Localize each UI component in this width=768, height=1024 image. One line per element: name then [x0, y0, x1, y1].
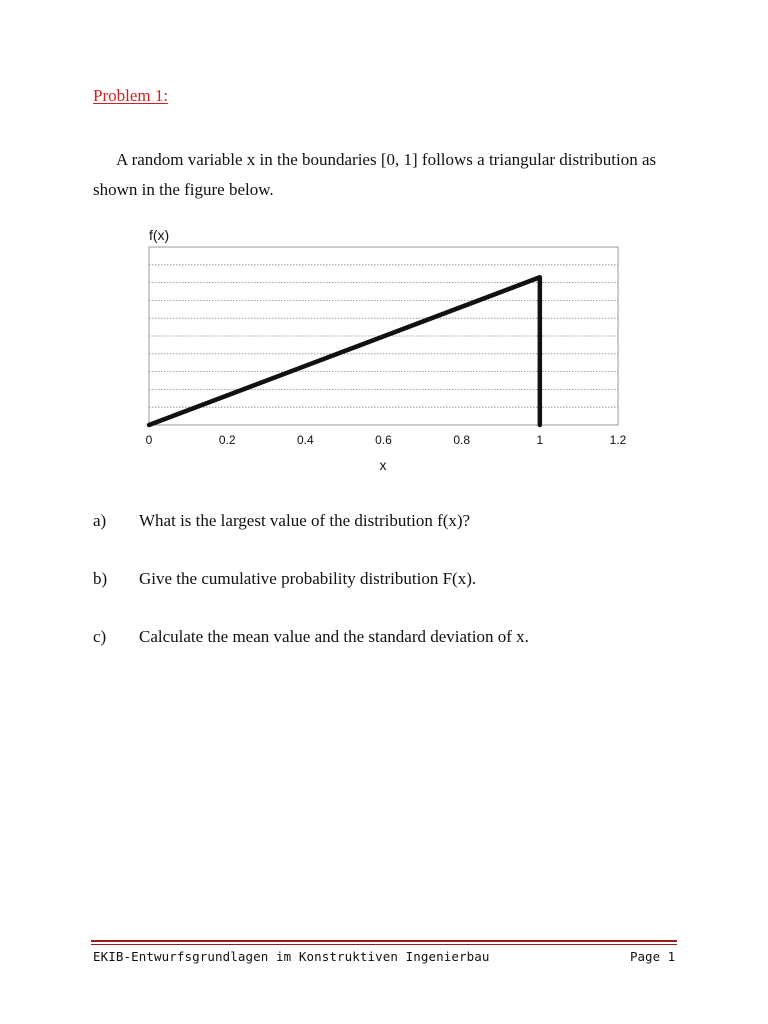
x-tick-label: 1.2 [609, 433, 627, 447]
question-letter: a) [93, 511, 107, 530]
x-tick-label: 0.2 [218, 433, 236, 447]
question-letter: b) [93, 569, 108, 588]
x-tick-label: 1 [536, 433, 544, 447]
footer-rule-thin [91, 944, 677, 945]
question-text: Calculate the mean value and the standard deviation of x. [139, 627, 529, 646]
question-b [93, 568, 476, 590]
x-tick-label: 0 [145, 433, 153, 447]
question-text: Give the cumulative probability distribution F(x). [139, 569, 477, 588]
problem-intro: A random variable x in the boundaries [0, 1] follows a triangular distribution as shown in the figure below. [93, 150, 657, 199]
x-tick-label: 0.8 [453, 433, 471, 447]
problem-title: Problem 1: [93, 86, 169, 105]
x-axis-label: x [379, 457, 387, 473]
chart-series [149, 277, 540, 425]
x-tick-label: 0.6 [375, 433, 392, 447]
chart-svg [130, 220, 650, 480]
footer-course-name: EKIB-Entwurfsgrundlagen im Konstruktiven Ingenierbau [93, 949, 490, 964]
question-letter: c) [93, 627, 107, 646]
footer-rule [91, 940, 677, 942]
y-axis-label: f(x) [149, 227, 170, 243]
x-tick-labels [146, 433, 627, 447]
series-line [149, 277, 540, 425]
x-tick-label: 0.4 [296, 433, 314, 447]
question-a [93, 510, 470, 532]
triangular-distribution-chart [130, 220, 650, 480]
footer-page-number: Page 1 [630, 949, 676, 964]
question-text: What is the largest value of the distribution f(x)? [139, 511, 471, 530]
question-c [93, 626, 529, 648]
